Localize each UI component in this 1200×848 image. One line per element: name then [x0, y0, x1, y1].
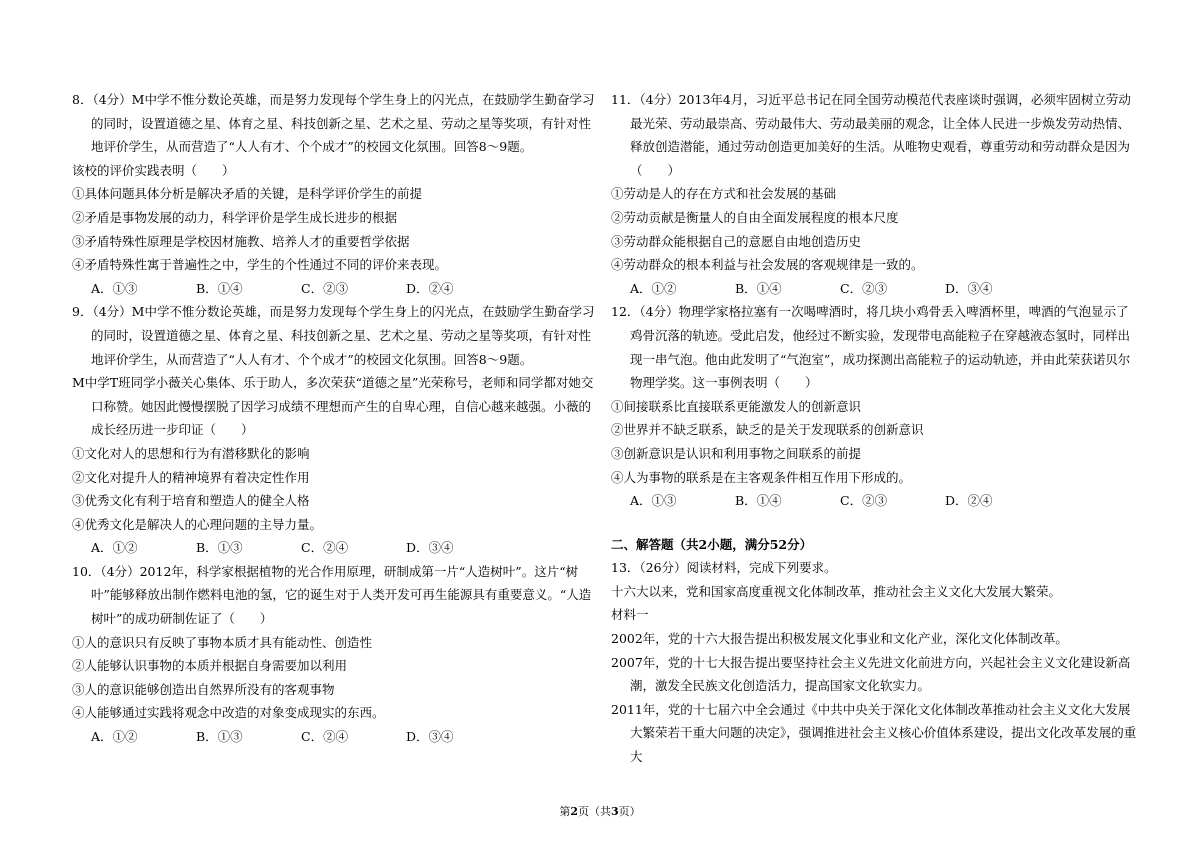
question-11-option-2: ②劳动贡献是衡量人的自由全面发展程度的根本尺度: [611, 209, 899, 225]
choice-b[interactable]: B．①④: [196, 280, 243, 296]
choice-a[interactable]: A．①②: [630, 280, 677, 296]
section-heading: 二、解答题（共2小题，满分52分）: [611, 536, 813, 552]
footer-mid: 页（共: [578, 805, 611, 818]
question-12-option-2: ②世界并不缺乏联系，缺乏的是关于发现联系的创新意识: [611, 422, 924, 438]
question-11-option-3: ③劳动群众能根据自己的意愿自由地创造历史: [611, 233, 862, 249]
question-12-choices: [611, 489, 1141, 513]
choice-a[interactable]: A．①③: [630, 493, 677, 509]
question-10-option-1: ①人的意识只有反映了事物本质才具有能动性、创造性: [72, 634, 373, 650]
choice-a[interactable]: A．①②: [91, 540, 138, 556]
choice-c[interactable]: C．②③: [840, 280, 888, 296]
question-9-option-4: ④优秀文化是解决人的心理问题的主导力量。: [72, 516, 323, 532]
material-label: 材料一: [611, 607, 649, 623]
question-10-option-2: ②人能够认识事物的本质并根据自身需要加以利用: [72, 658, 348, 674]
question-8-option-4: ④矛盾特殊性寓于普遍性之中，学生的个性通过不同的评价来表现。: [72, 257, 448, 273]
choice-c[interactable]: C．②③: [301, 280, 349, 296]
choice-d[interactable]: D．③④: [406, 729, 454, 745]
choice-d[interactable]: D．②④: [945, 493, 993, 509]
question-9-option-2: ②文化对提升人的精神境界有着决定性作用: [72, 469, 310, 485]
material-2002: 2002年，党的十六大报告提出积极发展文化事业和文化产业，深化文化体制改革。: [611, 631, 1068, 647]
choice-c[interactable]: C．②④: [301, 540, 349, 556]
question-12-option-1: ①间接联系比直接联系更能激发人的创新意识: [611, 398, 862, 414]
footer-page-number: 2: [570, 805, 578, 818]
choice-d[interactable]: D．③④: [945, 280, 993, 296]
footer-prefix: 第: [559, 805, 571, 818]
choice-a[interactable]: A．①③: [91, 280, 138, 296]
question-12-stem: 12．（4分）物理学家格拉塞有一次喝啤酒时，将几块小鸡骨丢入啤酒杯里，啤酒的气泡显示了鸡骨沉落的轨迹。受此启发，他经过不断实验，发现带电高能粒子在穿越液态氢时，同样出现一串气泡。他由此发明了“气泡室”，成功探测出高能粒子的运动轨迹，并由此荣获诺贝尔物理学奖。这一事例表明（ ）: [611, 304, 1131, 391]
question-13-stem: 13．（26分）阅读材料，完成下列要求。: [611, 560, 837, 576]
material-2011: 2011年，党的十七届六中全会通过《中共中央关于深化文化体制改革推动社会主义文化大发展大繁荣若干重大问题的决定》，强调推进社会主义核心价值体系建设，提出文化改革发展的重大: [611, 701, 1137, 765]
question-8-sub: 该校的评价实践表明（ ）: [72, 162, 235, 178]
question-11-choices: [611, 277, 1141, 301]
question-9-choices: [72, 536, 602, 560]
question-8-stem: 8．（4分）M中学不惟分数论英雄，而是努力发现每个学生身上的闪光点，在鼓励学生勤奋学习的同时，设置道德之星、体育之星、科技创新之星、艺术之星、劳动之星等奖项，有针对性地评价学生，从而营造了“人人有才、个个成才”的校园文化氛围。回答8～9题。: [72, 92, 595, 155]
choice-d[interactable]: D．③④: [406, 540, 454, 556]
choice-d[interactable]: D．②④: [406, 280, 454, 296]
question-12-option-3: ③创新意识是认识和利用事物之间联系的前提: [611, 445, 862, 461]
question-9-sub: M中学T班同学小薇关心集体、乐于助人，多次荣获“道德之星”光荣称号，老师和同学都对她交口称赞。她因此慢慢摆脱了因学习成绩不理想而产生的自卑心理，自信心越来越强。小薇的成长经历进一步印证（ ）: [72, 375, 594, 438]
choice-b[interactable]: B．①③: [196, 540, 243, 556]
question-9-option-3: ③优秀文化有利于培育和塑造人的健全人格: [72, 493, 310, 509]
footer-suffix: 页）: [618, 805, 641, 818]
question-8-option-2: ②矛盾是事物发展的动力，科学评价是学生成长进步的根据: [72, 209, 398, 225]
choice-b[interactable]: B．①④: [735, 280, 782, 296]
question-13-intro: 十六大以来，党和国家高度重视文化体制改革，推动社会主义文化大发展大繁荣。: [611, 583, 1062, 599]
question-9-stem: 9．（4分）M中学不惟分数论英雄，而是努力发现每个学生身上的闪光点，在鼓励学生勤奋学习的同时，设置道德之星、体育之星、科技创新之星、艺术之星、劳动之星等奖项，有针对性地评价学生，从而营造了“人人有才、个个成才”的校园文化氛围。回答8～9题。: [72, 304, 595, 367]
left-column: [72, 88, 602, 749]
question-10-stem: 10．（4分）2012年，科学家根据植物的光合作用原理，研制成第一片“人造树叶”。这片“树叶”能够释放出制作燃料电池的氢，它的诞生对于人类开发可再生能源具有重要意义。“人造树叶”的成功研制佐证了（ ）: [72, 563, 592, 627]
material-2007: 2007年，党的十七大报告提出要坚持社会主义先进文化前进方向，兴起社会主义文化建设新高潮，激发全民族文化创造活力，提高国家文化软实力。: [611, 654, 1131, 694]
question-12-option-4: ④人为事物的联系是在主客观条件相互作用下形成的。: [611, 469, 912, 485]
choice-b[interactable]: B．①③: [196, 729, 243, 745]
question-9-option-1: ①文化对人的思想和行为有潜移默化的影响: [72, 445, 310, 461]
page-footer: [0, 803, 1200, 819]
right-column: [611, 88, 1141, 769]
question-11-option-4: ④劳动群众的根本利益与社会发展的客观规律是一致的。: [611, 257, 924, 273]
question-11-option-1: ①劳动是人的存在方式和社会发展的基础: [611, 186, 837, 202]
question-10-option-4: ④人能够通过实践将观念中改造的对象变成现实的东西。: [72, 705, 385, 721]
question-10-option-3: ③人的意识能够创造出自然界所没有的客观事物: [72, 681, 335, 697]
footer-total-pages: 3: [611, 805, 619, 818]
question-10-choices: [72, 725, 602, 749]
choice-b[interactable]: B．①④: [735, 493, 782, 509]
choice-c[interactable]: C．②③: [840, 493, 888, 509]
question-11-stem: 11．（4分）2013年4月，习近平总书记在同全国劳动模范代表座谈时强调，必须牢固树立劳动最光荣、劳动最崇高、劳动最伟大、劳动最美丽的观念，让全体人民进一步焕发劳动热情、释放创造潜能，通过劳动创造更加美好的生活。从唯物史观看，尊重劳动和劳动群众是因为（ ）: [611, 92, 1131, 178]
question-8-option-1: ①具体问题具体分析是解决矛盾的关键，是科学评价学生的前提: [72, 186, 423, 202]
question-8-choices: [72, 277, 602, 301]
question-8-option-3: ③矛盾特殊性原理是学校因材施教、培养人才的重要哲学依据: [72, 233, 410, 249]
choice-a[interactable]: A．①②: [91, 729, 138, 745]
choice-c[interactable]: C．②④: [301, 729, 349, 745]
